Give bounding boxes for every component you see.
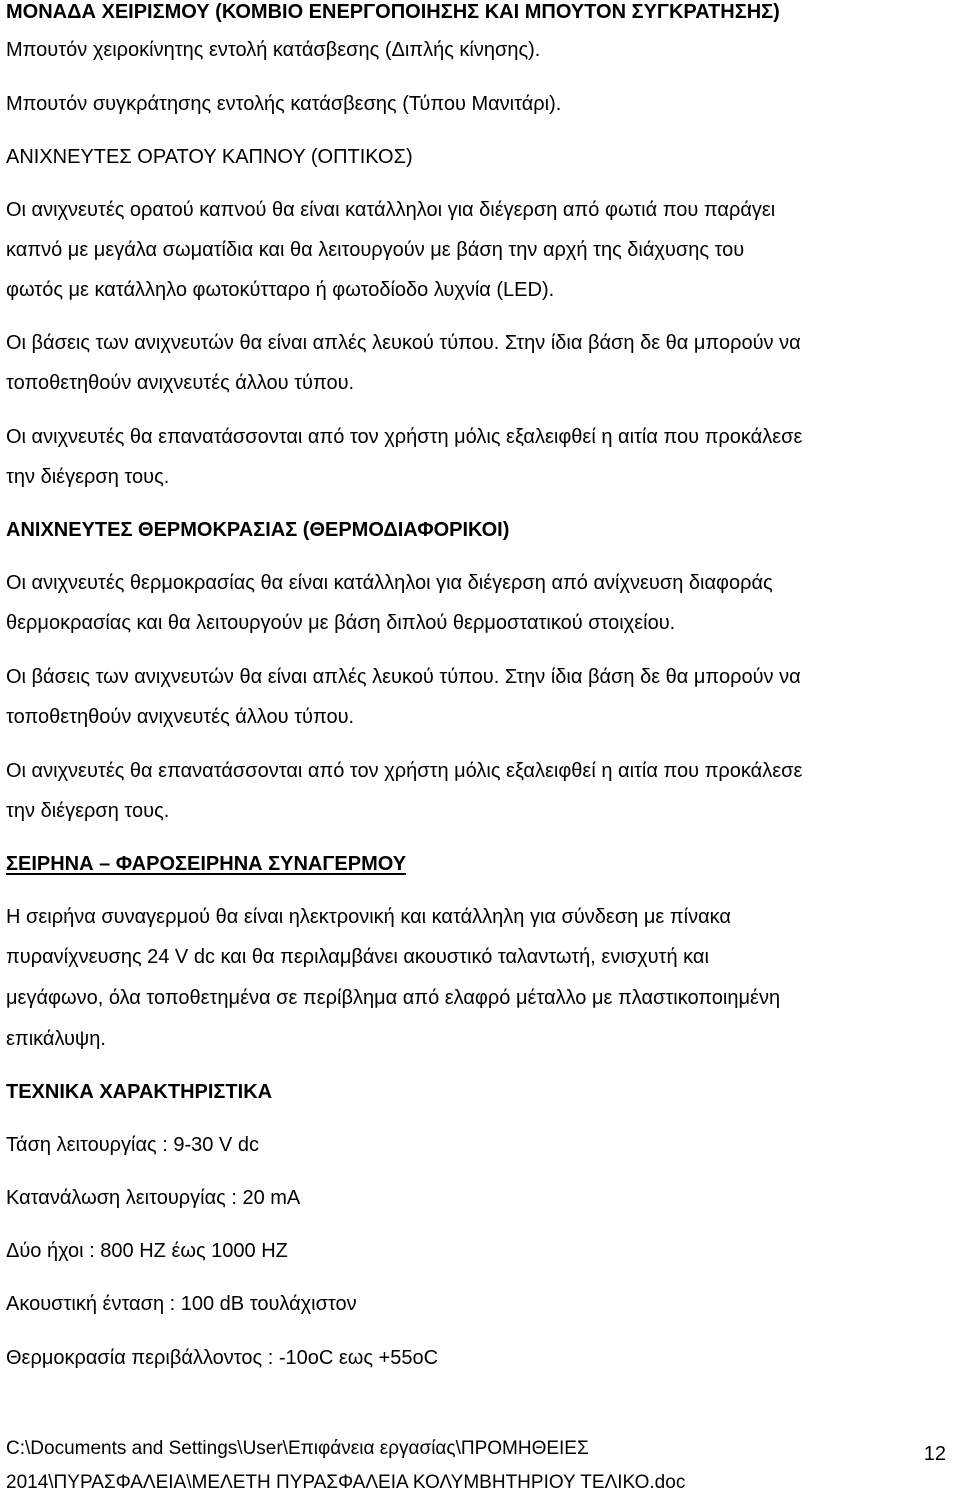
text-line: Οι βάσεις των ανιχνευτών θα είναι απλές λευκού τύπου. Στην ίδια βάση δε θα μπορούν να [6,666,801,688]
text-line: τοποθετηθούν ανιχνευτές άλλου τύπου. [6,706,355,728]
text-line: θερμοκρασίας και θα λειτουργούν με βάση διπλού θερμοστατικού στοιχείου. [6,612,676,634]
spec-item: Κατανάλωση λειτουργίας : 20 mA [6,1187,301,1209]
section-heading-control-unit: ΜΟΝΑΔΑ ΧΕΙΡΙΣΜΟΥ (ΚΟΜΒΙΟ ΕΝΕΡΓΟΠΟΙΗΣΗΣ ΚΑΙ ΜΠΟΥΤΟΝ ΣΥΓΚΡΑΤΗΣΗΣ) [6,1,780,23]
spec-item: Ακουστική ένταση : 100 dB τουλάχιστον [6,1293,357,1315]
section-heading-siren: ΣΕΙΡΗΝΑ – ΦΑΡΟΣΕΙΡΗΝΑ ΣΥΝΑΓΕΡΜΟΥ [6,853,407,875]
section-heading-technical-specs: ΤΕΧΝΙΚΑ ΧΑΡΑΚΤΗΡΙΣΤΙΚΑ [6,1081,273,1103]
text-line: την διέγερση τους. [6,800,170,822]
text-line: επικάλυψη. [6,1028,106,1050]
spec-item: Θερμοκρασία περιβάλλοντος : -10oC εως +55oC [6,1347,439,1369]
section-heading-smoke-detectors: ΑΝΙΧΝΕΥΤΕΣ ΟΡΑΤΟΥ ΚΑΠΝΟΥ (ΟΠΤΙΚΟΣ) [6,146,413,168]
text-line: πυρανίχνευσης 24 V dc και θα περιλαμβάνει ακουστικό ταλαντωτή, ενισχυτή και [6,946,709,968]
text-line: Οι ανιχνευτές θερμοκρασίας θα είναι κατάλληλοι για διέγερση από ανίχνευση διαφοράς [6,572,773,594]
text-line: την διέγερση τους. [6,466,170,488]
spec-item: Δύο ήχοι : 800 HZ έως 1000 HZ [6,1240,288,1262]
text-line: Μπουτόν χειροκίνητης εντολή κατάσβεσης (Διπλής κίνησης). [6,39,541,61]
section-heading-heat-detectors: ΑΝΙΧΝΕΥΤΕΣ ΘΕΡΜΟΚΡΑΣΙΑΣ (ΘΕΡΜΟΔΙΑΦΟΡΙΚΟΙ) [6,519,510,541]
text-line: τοποθετηθούν ανιχνευτές άλλου τύπου. [6,372,355,394]
text-line: Οι βάσεις των ανιχνευτών θα είναι απλές λευκού τύπου. Στην ίδια βάση δε θα μπορούν να [6,332,801,354]
text-line: Οι ανιχνευτές ορατού καπνού θα είναι κατάλληλοι για διέγερση από φωτιά που παράγει [6,199,776,221]
text-line: Μπουτόν συγκράτησης εντολής κατάσβεσης (Τύπου Μανιτάρι). [6,93,562,115]
text-line: Οι ανιχνευτές θα επανατάσσονται από τον χρήστη μόλις εξαλειφθεί η αιτία που προκάλεσε [6,760,803,782]
text-line: μεγάφωνο, όλα τοποθετημένα σε περίβλημα από ελαφρό μέταλλο με πλαστικοποιημένη [6,987,781,1009]
footer-file-path-continued: 2014\ΠΥΡΑΣΦΑΛΕΙΑ\ΜΕΛΕΤΗ ΠΥΡΑΣΦΑΛΕΙΑ ΚΟΛΥΜΒΗΤΗΡΙΟΥ ΤΕΛΙΚΟ.doc [6,1472,686,1493]
text-line: Οι ανιχνευτές θα επανατάσσονται από τον χρήστη μόλις εξαλειφθεί η αιτία που προκάλεσε [6,426,803,448]
footer-file-path: C:\Documents and Settings\User\Επιφάνεια εργασίας\ΠΡΟΜΗΘΕΙΕΣ [6,1438,589,1459]
page-number: 12 [923,1443,946,1465]
text-line: φωτός με κατάλληλο φωτοκύτταρο ή φωτοδίοδο λυχνία (LED). [6,279,555,301]
text-line: Η σειρήνα συναγερμού θα είναι ηλεκτρονική και κατάλληλη για σύνδεση με πίνακα [6,906,731,928]
spec-item: Τάση λειτουργίας : 9-30 V dc [6,1134,259,1156]
text-line: καπνό με μεγάλα σωματίδια και θα λειτουργούν με βάση την αρχή της διάχυσης του [6,239,745,261]
